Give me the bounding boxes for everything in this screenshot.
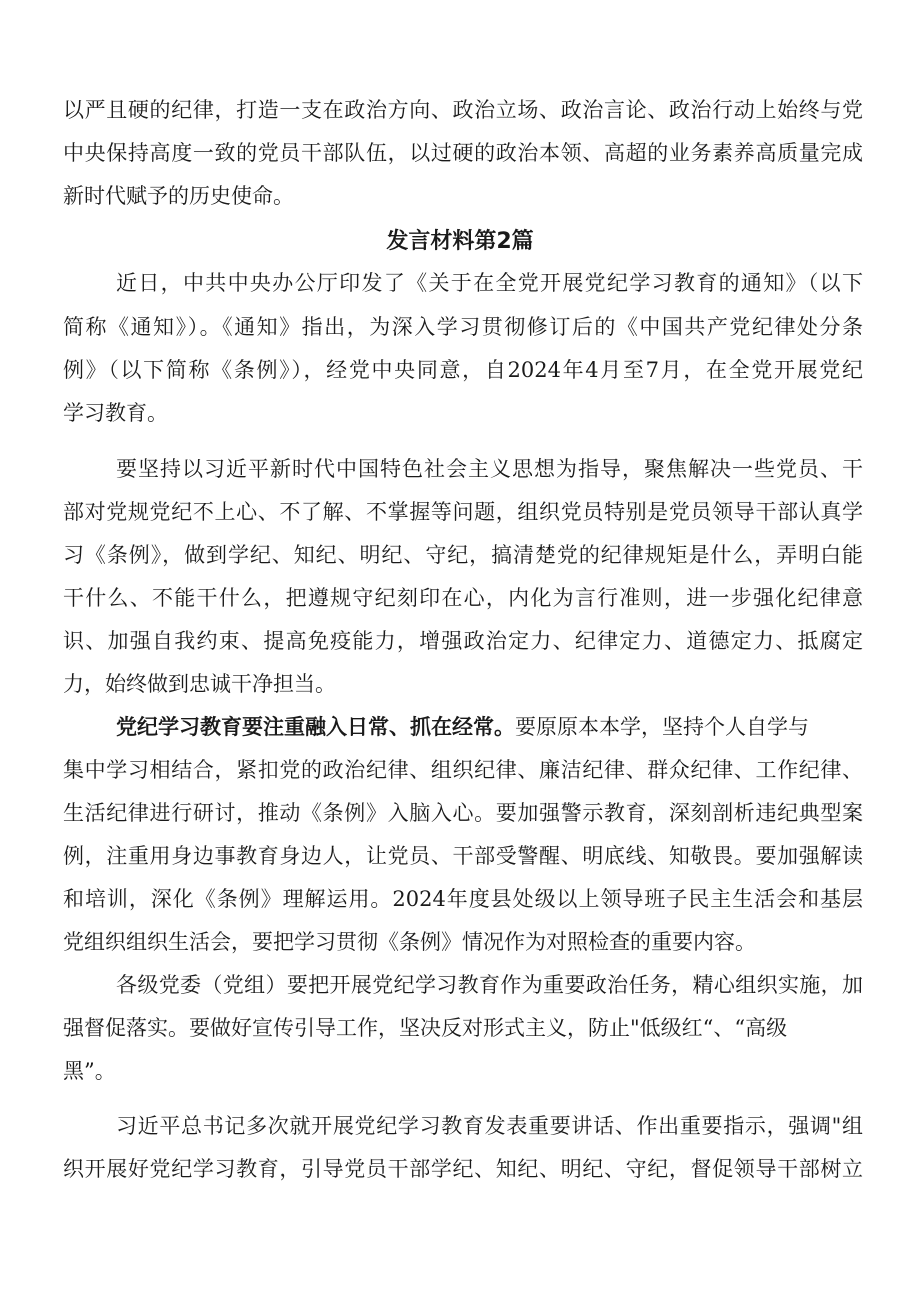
paragraph-3-line-5: 和培训，深化《条例》理解运用。2024年度县处级以上领导班子民主生活会和基层	[63, 887, 863, 911]
paragraph-4-line-3: 黑”。	[63, 1059, 116, 1083]
intro-line-2: 中央保持高度一致的党员干部队伍，以过硬的政治本领、高超的业务素养高质量完成	[63, 141, 863, 165]
paragraph-2-line-5: 识、加强自我约束、提高免疫能力，增强政治定力、纪律定力、道德定力、抵腐定	[63, 629, 863, 653]
paragraph-1-line-3: 例》（以下简称《条例》），经党中央同意，自2024年4月至7月，在全党开展党纪	[63, 358, 863, 382]
intro-line-3: 新时代赋予的历史使命。	[63, 184, 294, 208]
paragraph-3-line-6: 党组织组织生活会，要把学习贯彻《条例》情况作为对照检查的重要内容。	[63, 930, 756, 954]
paragraph-2-line-6: 力，始终做到忠诚干净担当。	[63, 672, 336, 696]
paragraph-5-line-1: 习近平总书记多次就开展党纪学习教育发表重要讲话、作出重要指示，强调"组	[116, 1114, 863, 1138]
paragraph-3-first-rest: 要原原本本学，坚持个人自学与	[515, 715, 809, 739]
paragraph-4-line-1: 各级党委（党组）要把开展党纪学习教育作为重要政治任务，精心组织实施，加	[116, 973, 863, 997]
paragraph-1-line-1: 近日，中共中央办公厅印发了《关于在全党开展党纪学习教育的通知》（以下	[116, 271, 863, 295]
paragraph-1-line-2: 简称《通知》）。《通知》指出，为深入学习贯彻修订后的《中国共产党纪律处分条	[63, 315, 863, 339]
paragraph-2-line-3: 习《条例》，做到学纪、知纪、明纪、守纪，搞清楚党的纪律规矩是什么，弄明白能	[63, 543, 863, 567]
paragraph-3-lead: 党纪学习教育要注重融入日常、抓在经常。	[116, 715, 515, 739]
paragraph-3-line-1	[116, 706, 863, 749]
paragraph-3-line-2: 集中学习相结合，紧扣党的政治纪律、组织纪律、廉洁纪律、群众纪律、工作纪律、	[63, 758, 863, 782]
paragraph-2-line-2: 部对党规党纪不上心、不了解、不掌握等问题，组织党员特别是党员领导干部认真学	[63, 500, 863, 524]
intro-line-1: 以严且硬的纪律，打造一支在政治方向、政治立场、政治言论、政治行动上始终与党	[63, 98, 863, 122]
paragraph-5-line-2: 织开展好党纪学习教育，引导党员干部学纪、知纪、明纪、守纪，督促领导干部树立	[63, 1157, 863, 1181]
paragraph-3-line-4: 例，注重用身边事教育身边人，让党员、干部受警醒、明底线、知敬畏。要加强解读	[63, 844, 863, 868]
paragraph-1-line-4: 学习教育。	[63, 401, 168, 425]
paragraph-2-line-1: 要坚持以习近平新时代中国特色社会主义思想为指导，聚焦解决一些党员、干	[116, 457, 863, 481]
paragraph-2-line-4: 干什么、不能干什么，把遵规守纪刻印在心，内化为言行准则，进一步强化纪律意	[63, 586, 863, 610]
section-title: 发言材料第2篇	[386, 229, 534, 254]
paragraph-4-line-2: 强督促落实。要做好宣传引导工作，坚决反对形式主义，防止"低级红“、“高级	[63, 1016, 788, 1040]
paragraph-3-line-3: 生活纪律进行研讨，推动《条例》入脑入心。要加强警示教育，深刻剖析违纪典型案	[63, 801, 863, 825]
